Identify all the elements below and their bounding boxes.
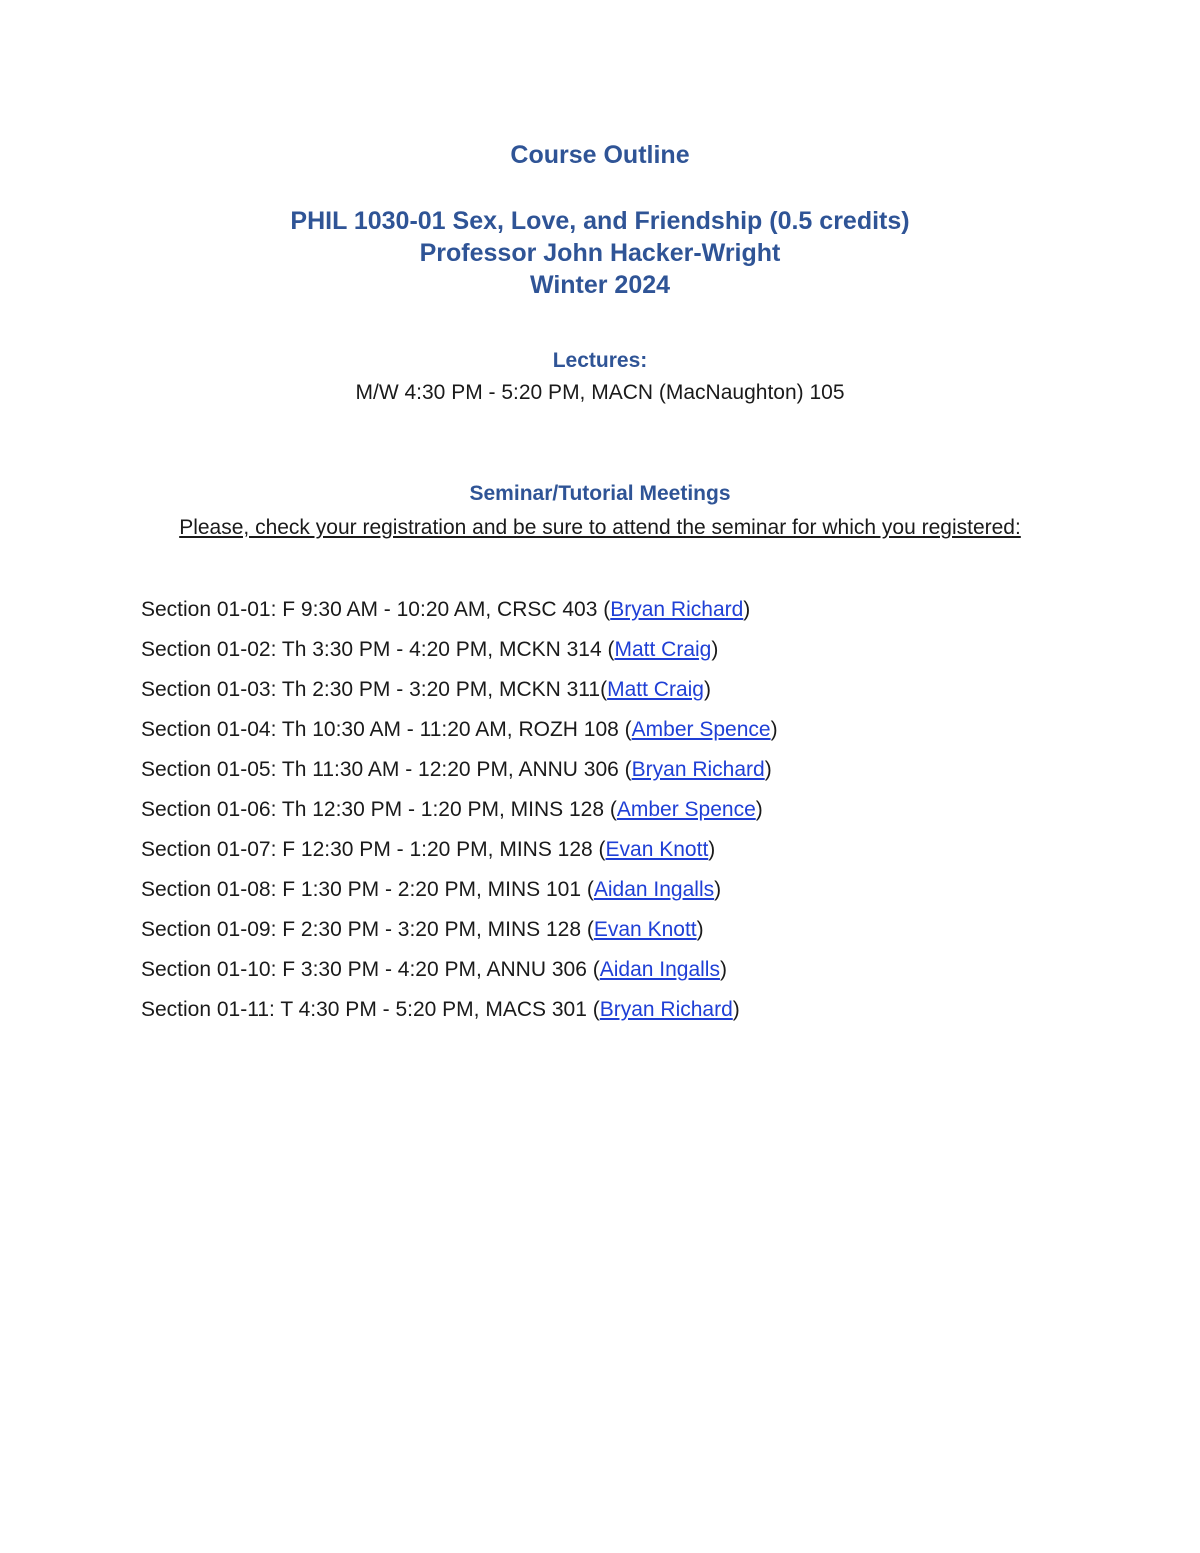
- section-row: [141, 835, 778, 875]
- section-close-paren: ): [755, 798, 763, 821]
- course-header: [0, 205, 1200, 301]
- section-details: Section 01-10: F 3:30 PM - 4:20 PM, ANNU 306 (: [141, 958, 600, 981]
- ta-email-link[interactable]: Evan Knott: [593, 918, 697, 941]
- section-details: Section 01-02: Th 3:30 PM - 4:20 PM, MCKN 314 (: [141, 638, 615, 661]
- section-close-paren: ): [743, 598, 751, 621]
- section-close-paren: ): [714, 878, 722, 901]
- section-details: Section 01-03: Th 2:30 PM - 3:20 PM, MCKN 311(: [141, 678, 608, 701]
- section-close-paren: ): [770, 718, 778, 741]
- section-row: [141, 675, 778, 715]
- ta-email-link[interactable]: Amber Spence: [616, 798, 756, 821]
- ta-email-link[interactable]: Evan Knott: [605, 838, 709, 861]
- section-close-paren: ): [703, 678, 711, 701]
- section-close-paren: ): [696, 918, 704, 941]
- seminar-notice: Please, check your registration and be sure to attend the seminar for which you registered:: [179, 516, 1021, 539]
- section-row: [141, 595, 778, 635]
- section-details: Section 01-06: Th 12:30 PM - 1:20 PM, MINS 128 (: [141, 798, 617, 821]
- section-row: [141, 635, 778, 675]
- section-row: [141, 715, 778, 755]
- ta-email-link[interactable]: Amber Spence: [631, 718, 771, 741]
- document-title: Course Outline: [510, 141, 690, 169]
- seminar-label: Seminar/Tutorial Meetings: [469, 482, 731, 505]
- lectures-label: Lectures:: [552, 349, 648, 372]
- section-close-paren: ): [719, 958, 727, 981]
- section-details: Section 01-01: F 9:30 AM - 10:20 AM, CRSC 403 (: [141, 598, 611, 621]
- section-row: [141, 955, 778, 995]
- section-close-paren: ): [732, 998, 740, 1021]
- section-row: [141, 995, 778, 1035]
- section-details: Section 01-09: F 2:30 PM - 3:20 PM, MINS 128 (: [141, 918, 594, 941]
- ta-email-link[interactable]: Bryan Richard: [631, 758, 765, 781]
- section-details: Section 01-04: Th 10:30 AM - 11:20 AM, ROZH 108 (: [141, 718, 632, 741]
- ta-email-link[interactable]: Bryan Richard: [610, 598, 744, 621]
- section-details: Section 01-11: T 4:30 PM - 5:20 PM, MACS 301 (: [141, 998, 600, 1021]
- section-close-paren: ): [708, 838, 716, 861]
- ta-email-link[interactable]: Aidan Ingalls: [599, 958, 720, 981]
- ta-email-link[interactable]: Matt Craig: [614, 638, 712, 661]
- section-details: Section 01-05: Th 11:30 AM - 12:20 PM, ANNU 306 (: [141, 758, 632, 781]
- section-row: [141, 755, 778, 795]
- term-line: Winter 2024: [529, 271, 671, 299]
- section-close-paren: ): [764, 758, 772, 781]
- sections-list: [141, 595, 778, 1035]
- section-row: [141, 795, 778, 835]
- ta-email-link[interactable]: Matt Craig: [607, 678, 704, 701]
- lectures-time: M/W 4:30 PM - 5:20 PM, MACN (MacNaughton) 105: [355, 381, 845, 404]
- section-details: Section 01-08: F 1:30 PM - 2:20 PM, MINS 101 (: [141, 878, 594, 901]
- section-details: Section 01-07: F 12:30 PM - 1:20 PM, MINS 128 (: [141, 838, 606, 861]
- section-row: [141, 915, 778, 955]
- section-row: [141, 875, 778, 915]
- ta-email-link[interactable]: Bryan Richard: [599, 998, 733, 1021]
- ta-email-link[interactable]: Aidan Ingalls: [593, 878, 715, 901]
- professor-line: Professor John Hacker-Wright: [419, 239, 781, 267]
- course-line: PHIL 1030-01 Sex, Love, and Friendship (0.5 credits): [290, 207, 910, 235]
- section-close-paren: ): [711, 638, 719, 661]
